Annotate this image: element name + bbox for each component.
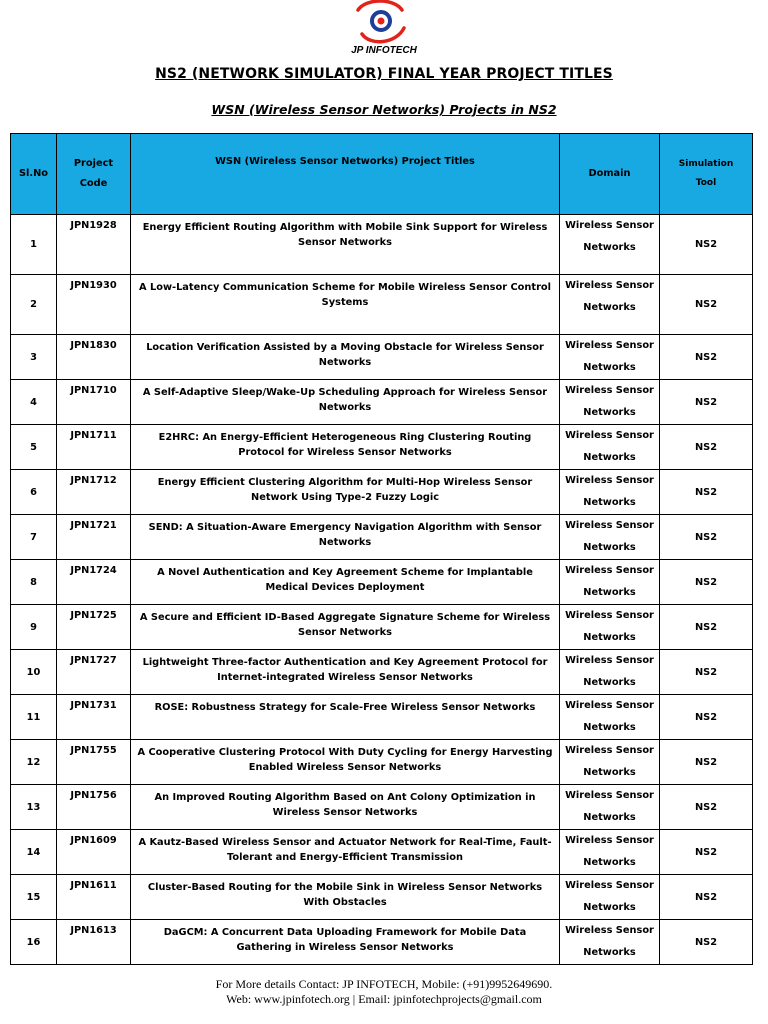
header-simulation-tool-line2: Tool: [695, 178, 717, 188]
cell-project-code: JPN1724: [57, 560, 131, 605]
cell-project-code: JPN1712: [57, 470, 131, 515]
table-row: [11, 830, 753, 875]
page-title: NS2 (NETWORK SIMULATOR) FINAL YEAR PROJECT TITLES: [155, 66, 613, 82]
cell-domain: [560, 275, 660, 335]
cell-project-title: A Self-Adaptive Sleep/Wake-Up Scheduling Approach for Wireless Sensor Networks: [131, 380, 560, 425]
cell-domain-line2: Networks: [583, 542, 636, 553]
cell-project-title: A Low-Latency Communication Scheme for Mobile Wireless Sensor Control Systems: [131, 275, 560, 335]
cell-domain-line1: Wireless Sensor: [565, 475, 654, 486]
cell-domain: [560, 380, 660, 425]
cell-sl-no: 2: [11, 275, 57, 335]
cell-domain: [560, 425, 660, 470]
cell-domain-line1: Wireless Sensor: [565, 280, 654, 291]
cell-simulation-tool: NS2: [660, 215, 753, 275]
cell-simulation-tool: NS2: [660, 380, 753, 425]
cell-domain-line2: Networks: [583, 302, 636, 313]
footer-web-email-line: Web: www.jpinfotech.org | Email: jpinfotechprojects@gmail.com: [226, 992, 542, 1006]
cell-project-code: JPN1727: [57, 650, 131, 695]
cell-domain-line2: Networks: [583, 497, 636, 508]
cell-domain-line1: Wireless Sensor: [565, 835, 654, 846]
cell-domain-line1: Wireless Sensor: [565, 790, 654, 801]
cell-sl-no: 10: [11, 650, 57, 695]
cell-domain: [560, 470, 660, 515]
cell-simulation-tool: NS2: [660, 695, 753, 740]
cell-project-title: Cluster-Based Routing for the Mobile Sink in Wireless Sensor Networks With Obstacles: [131, 875, 560, 920]
cell-project-code: JPN1755: [57, 740, 131, 785]
cell-sl-no: 11: [11, 695, 57, 740]
cell-project-title: E2HRC: An Energy-Efficient Heterogeneous Ring Clustering Routing Protocol for Wireless Sensor Networks: [131, 425, 560, 470]
cell-sl-no: 13: [11, 785, 57, 830]
cell-project-title: A Kautz-Based Wireless Sensor and Actuator Network for Real-Time, Fault-Tolerant and Energy-Efficient Transmission: [131, 830, 560, 875]
cell-project-title: A Secure and Efficient ID-Based Aggregate Signature Scheme for Wireless Sensor Networks: [131, 605, 560, 650]
cell-domain-line2: Networks: [583, 452, 636, 463]
cell-sl-no: 15: [11, 875, 57, 920]
projects-table: [10, 133, 753, 965]
cell-project-code: JPN1830: [57, 335, 131, 380]
cell-domain: [560, 560, 660, 605]
header-domain: Domain: [560, 134, 660, 215]
header-simulation-tool-line1: Simulation: [678, 159, 734, 169]
cell-domain-line1: Wireless Sensor: [565, 745, 654, 756]
cell-project-code: JPN1711: [57, 425, 131, 470]
cell-sl-no: 5: [11, 425, 57, 470]
cell-domain-line1: Wireless Sensor: [565, 880, 654, 891]
cell-domain: [560, 920, 660, 965]
cell-domain-line1: Wireless Sensor: [565, 565, 654, 576]
footer-contact-line: For More details Contact: JP INFOTECH, Mobile: (+91)9952649690.: [215, 977, 553, 991]
cell-simulation-tool: NS2: [660, 560, 753, 605]
cell-domain-line2: Networks: [583, 587, 636, 598]
table-row: [11, 785, 753, 830]
cell-simulation-tool: NS2: [660, 515, 753, 560]
cell-domain-line2: Networks: [583, 812, 636, 823]
cell-domain-line1: Wireless Sensor: [565, 610, 654, 621]
cell-project-title: An Improved Routing Algorithm Based on Ant Colony Optimization in Wireless Sensor Networks: [131, 785, 560, 830]
cell-project-title: ROSE: Robustness Strategy for Scale-Free Wireless Sensor Networks: [131, 695, 560, 740]
table-row: [11, 920, 753, 965]
cell-project-title: SEND: A Situation-Aware Emergency Navigation Algorithm with Sensor Networks: [131, 515, 560, 560]
table-row: [11, 515, 753, 560]
cell-project-code: JPN1756: [57, 785, 131, 830]
cell-project-title: Location Verification Assisted by a Moving Obstacle for Wireless Sensor Networks: [131, 335, 560, 380]
cell-domain: [560, 605, 660, 650]
cell-domain-line2: Networks: [583, 632, 636, 643]
table-row: [11, 605, 753, 650]
cell-domain-line2: Networks: [583, 722, 636, 733]
cell-domain: [560, 650, 660, 695]
table-row: [11, 380, 753, 425]
cell-domain-line2: Networks: [583, 947, 636, 958]
cell-domain-line1: Wireless Sensor: [565, 385, 654, 396]
cell-simulation-tool: NS2: [660, 740, 753, 785]
header-project-title: WSN (Wireless Sensor Networks) Project Titles: [131, 134, 560, 215]
cell-project-code: JPN1613: [57, 920, 131, 965]
cell-domain-line1: Wireless Sensor: [565, 220, 654, 231]
cell-project-title: Energy Efficient Clustering Algorithm for Multi-Hop Wireless Sensor Network Using Type-2 Fuzzy Logic: [131, 470, 560, 515]
table-header-row: [11, 134, 753, 215]
cell-domain-line1: Wireless Sensor: [565, 655, 654, 666]
table-row: [11, 695, 753, 740]
cell-simulation-tool: NS2: [660, 785, 753, 830]
cell-domain-line1: Wireless Sensor: [565, 340, 654, 351]
cell-project-code: JPN1930: [57, 275, 131, 335]
table-row: [11, 560, 753, 605]
table-row: [11, 275, 753, 335]
table-row: [11, 215, 753, 275]
table-row: [11, 740, 753, 785]
cell-project-code: JPN1710: [57, 380, 131, 425]
cell-domain-line1: Wireless Sensor: [565, 700, 654, 711]
cell-domain: [560, 875, 660, 920]
cell-domain: [560, 695, 660, 740]
cell-simulation-tool: NS2: [660, 335, 753, 380]
cell-domain-line2: Networks: [583, 242, 636, 253]
cell-domain-line1: Wireless Sensor: [565, 520, 654, 531]
cell-sl-no: 1: [11, 215, 57, 275]
cell-domain-line2: Networks: [583, 767, 636, 778]
table-row: [11, 875, 753, 920]
cell-simulation-tool: NS2: [660, 920, 753, 965]
header-simulation-tool: [660, 134, 753, 215]
header-project-code: [57, 134, 131, 215]
cell-domain-line1: Wireless Sensor: [565, 430, 654, 441]
cell-simulation-tool: NS2: [660, 830, 753, 875]
table-row: [11, 650, 753, 695]
cell-domain-line2: Networks: [583, 902, 636, 913]
cell-project-code: JPN1731: [57, 695, 131, 740]
cell-sl-no: 14: [11, 830, 57, 875]
cell-domain: [560, 830, 660, 875]
cell-project-code: JPN1609: [57, 830, 131, 875]
cell-project-title: A Novel Authentication and Key Agreement Scheme for Implantable Medical Devices Deployment: [131, 560, 560, 605]
cell-sl-no: 16: [11, 920, 57, 965]
cell-project-title: Energy Efficient Routing Algorithm with Mobile Sink Support for Wireless Sensor Networks: [131, 215, 560, 275]
cell-sl-no: 4: [11, 380, 57, 425]
cell-project-title: A Cooperative Clustering Protocol With Duty Cycling for Energy Harvesting Enabled Wireless Sensor Networks: [131, 740, 560, 785]
cell-domain-line2: Networks: [583, 677, 636, 688]
cell-sl-no: 8: [11, 560, 57, 605]
cell-project-code: JPN1928: [57, 215, 131, 275]
cell-domain: [560, 515, 660, 560]
cell-project-title: DaGCM: A Concurrent Data Uploading Framework for Mobile Data Gathering in Wireless Sensor Networks: [131, 920, 560, 965]
cell-sl-no: 12: [11, 740, 57, 785]
cell-sl-no: 3: [11, 335, 57, 380]
table-row: [11, 335, 753, 380]
header-project-code-line2: Code: [79, 178, 108, 189]
cell-sl-no: 6: [11, 470, 57, 515]
cell-domain: [560, 740, 660, 785]
cell-domain: [560, 785, 660, 830]
brand-name: JP INFOTECH: [351, 45, 417, 56]
header-project-code-line1: Project: [73, 158, 114, 169]
cell-domain-line2: Networks: [583, 857, 636, 868]
cell-project-code: JPN1611: [57, 875, 131, 920]
cell-domain-line1: Wireless Sensor: [565, 925, 654, 936]
cell-project-title: Lightweight Three-factor Authentication and Key Agreement Protocol for Internet-integrated Wireless Sensor Networks: [131, 650, 560, 695]
cell-domain: [560, 215, 660, 275]
table-row: [11, 470, 753, 515]
cell-sl-no: 9: [11, 605, 57, 650]
cell-project-code: JPN1725: [57, 605, 131, 650]
cell-simulation-tool: NS2: [660, 425, 753, 470]
page-subtitle: WSN (Wireless Sensor Networks) Projects in NS2: [211, 102, 557, 117]
cell-simulation-tool: NS2: [660, 275, 753, 335]
cell-sl-no: 7: [11, 515, 57, 560]
cell-project-code: JPN1721: [57, 515, 131, 560]
cell-simulation-tool: NS2: [660, 605, 753, 650]
cell-simulation-tool: NS2: [660, 650, 753, 695]
table-row: [11, 425, 753, 470]
header-sl-no: Sl.No: [11, 134, 57, 215]
cell-domain: [560, 335, 660, 380]
cell-simulation-tool: NS2: [660, 875, 753, 920]
cell-simulation-tool: NS2: [660, 470, 753, 515]
cell-domain-line2: Networks: [583, 362, 636, 373]
cell-domain-line2: Networks: [583, 407, 636, 418]
